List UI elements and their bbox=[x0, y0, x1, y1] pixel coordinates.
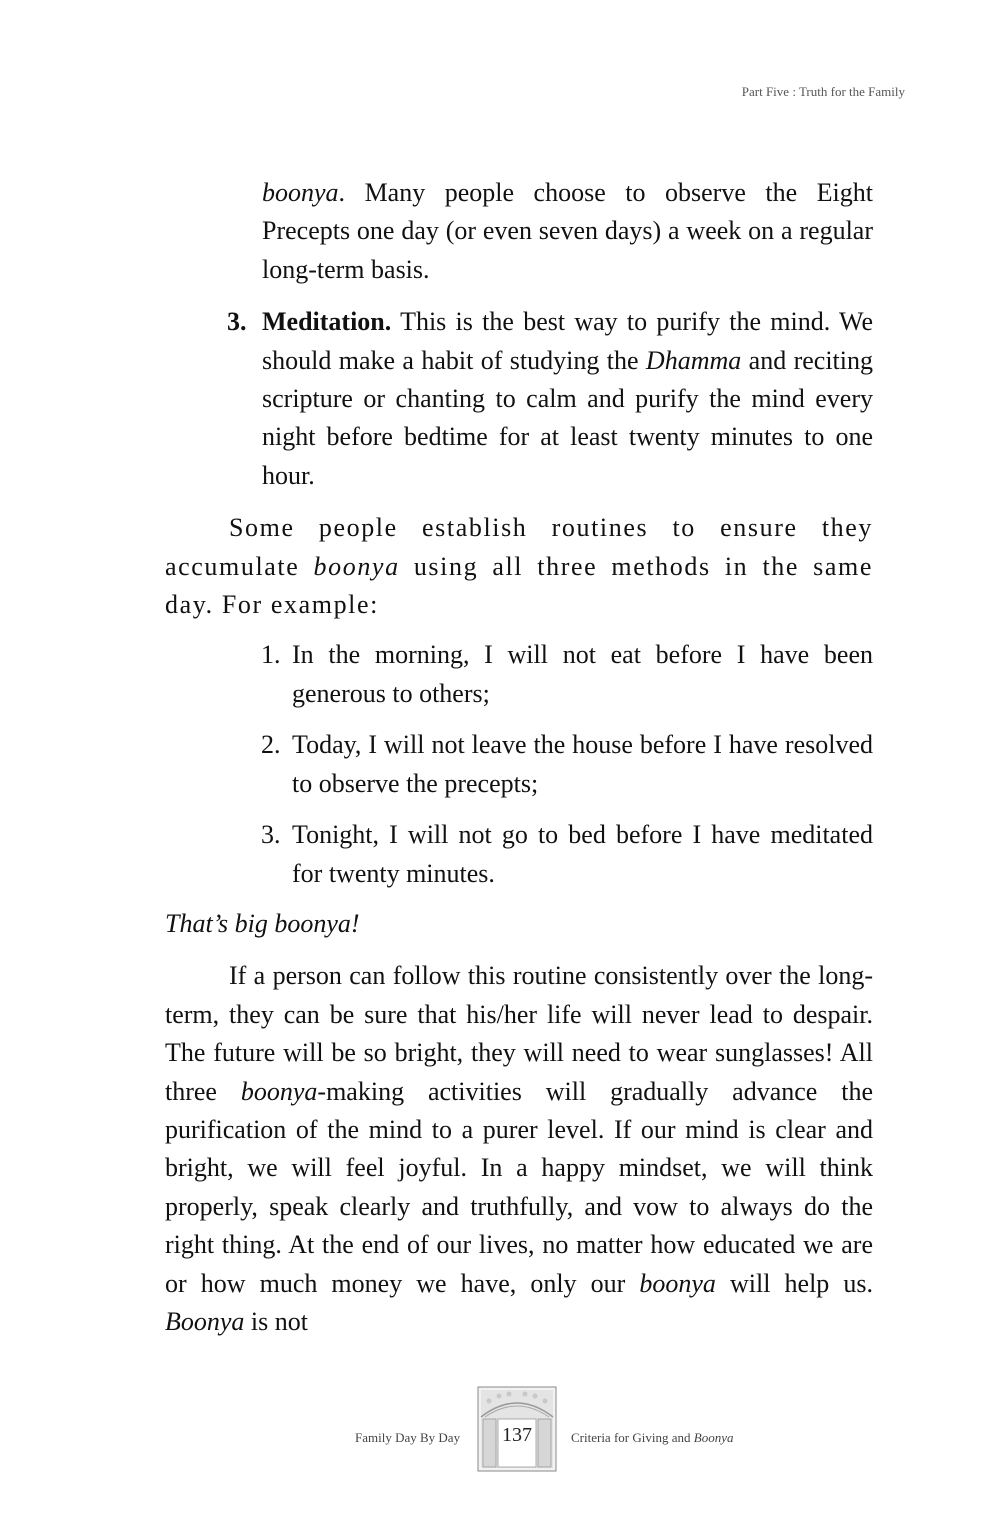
list-item: 3. Tonight, I will not go to bed before I have meditated for twenty minutes. bbox=[261, 820, 873, 888]
conclusion-paragraph: If a person can follow this routine consistently over the long-term, they can be sure that his/her life will never lead to despair. The future will be so bright, they will need to wear sunglasses! All three boonya-making activities will gradually advance the purification of the mind to a purer level. If our mind is clear and bright, we will feel joyful. In a happy mindset, we will think properly, speak clearly and truthfully, and vow to always do the right thing. At the end of our lives, no matter how educated we are or how much money we have, only our boonya will help us. Boonya is not bbox=[165, 961, 873, 1336]
item-number: 3. bbox=[227, 307, 247, 337]
list-item: 1. In the morning, I will not eat before I have been generous to others; bbox=[261, 640, 873, 708]
item-title: Meditation. bbox=[262, 307, 392, 337]
term-boonya: boonya bbox=[262, 178, 339, 207]
continued-paragraph: boonya. Many people choose to observe the Eight Precepts one day (or even seven days) a week on a regular long-term basis. bbox=[262, 178, 873, 284]
footer-chapter-title: Criteria for Giving and Boonya bbox=[571, 1430, 734, 1445]
list-item-meditation: 3. Meditation. This is the best way to purify the mind. We should make a habit of studying the Dhamma and reciting scripture or chanting to calm and purify the mind every night before bedtime for at least twenty minutes to one hour. bbox=[165, 303, 873, 495]
example-list bbox=[165, 636, 873, 892]
footer-book-title: Family Day By Day bbox=[355, 1430, 461, 1445]
list-item: 2. Today, I will not leave the house before I have resolved to observe the precepts; bbox=[261, 730, 873, 798]
page-number: 137 bbox=[502, 1424, 532, 1446]
term-dhamma: Dhamma bbox=[645, 345, 742, 375]
routine-paragraph: Some people establish routines to ensure they accumulate boonya using all three methods in the same day. For example: bbox=[165, 513, 873, 620]
closing-exclamation: That’s big boonya! bbox=[165, 908, 360, 938]
term-boonya: boonya bbox=[313, 551, 400, 581]
page-body bbox=[165, 174, 873, 1341]
running-head: Part Five : Truth for the Family bbox=[741, 84, 905, 99]
